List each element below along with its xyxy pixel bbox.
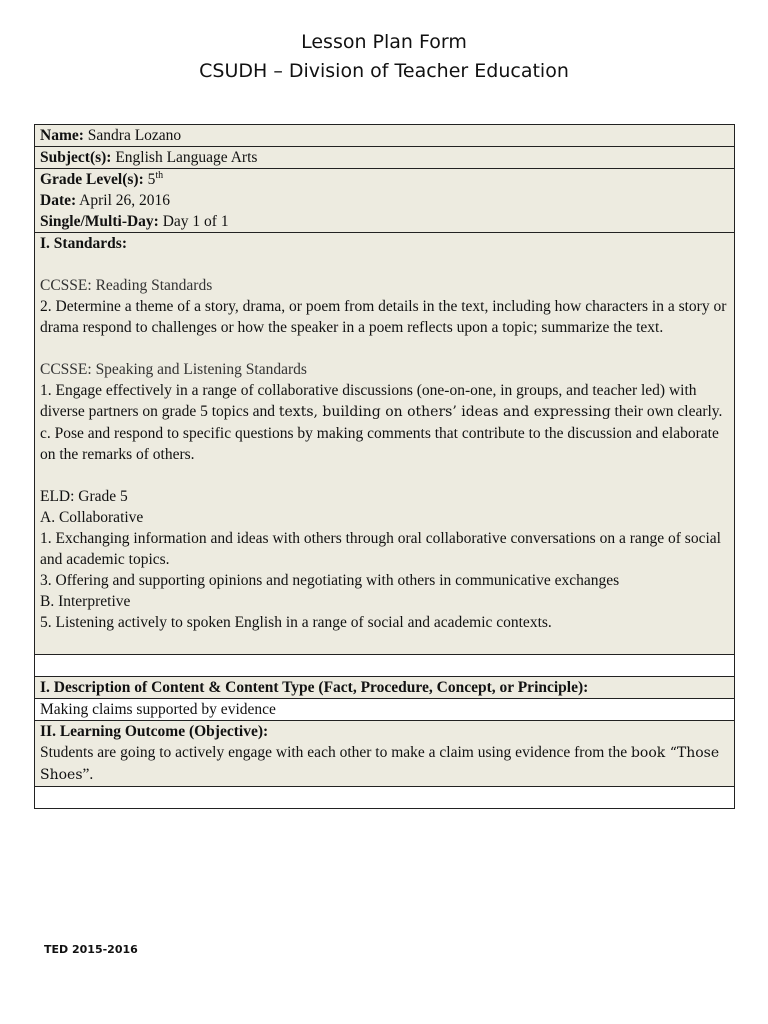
form-title: Lesson Plan Form [301, 31, 467, 53]
eld-interpretive: B. Interpretive [40, 593, 131, 610]
eld-standard-5: 5. Listening actively to spoken English in a range of social and academic contexts. [40, 614, 552, 631]
reading-standards-heading: CCSSE: Reading Standards [40, 277, 213, 294]
subject-value: English Language Arts [111, 149, 258, 166]
date-value: April 26, 2016 [76, 192, 171, 209]
lesson-plan-table [34, 124, 735, 809]
grade-suffix: th [155, 169, 164, 181]
date-line [40, 190, 729, 211]
name-row [35, 125, 734, 146]
outcome-heading: II. Learning Outcome (Objective): [40, 723, 269, 740]
blank-row [35, 654, 734, 676]
eld-standard-1: 1. Exchanging information and ideas with others through oral collaborative conversations on a range of social and academic topics. [40, 530, 721, 568]
content-value: Making claims supported by evidence [40, 701, 276, 718]
name-label: Name: [40, 127, 84, 144]
grade-date-day-cell [35, 168, 734, 232]
subject-row [35, 146, 734, 168]
eld-standard-3: 3. Offering and supporting opinions and negotiating with others in communicative exchanges [40, 572, 620, 589]
eld-collaborative: A. Collaborative [40, 509, 144, 526]
grade-value: 5 [143, 171, 156, 188]
standards-cell [35, 232, 734, 654]
reading-standard-2: 2. Determine a theme of a story, drama, or poem from details in the text, including how characters in a story or drama respond to challenges or how the speaker in a poem reflects upon a topic; summarize the text. [40, 298, 727, 336]
footer-text: TED 2015-2016 [44, 943, 138, 956]
blank-row-bottom [35, 786, 734, 808]
name-value: Sandra Lozano [83, 127, 182, 144]
subject-label: Subject(s): [40, 149, 112, 166]
content-heading: I. Description of Content & Content Type (Fact, Procedure, Concept, or Principle): [40, 679, 589, 696]
speaking-standard-c: c. Pose and respond to specific questions by making comments that contribute to the discussion and elaborate on the remarks of others. [40, 425, 719, 463]
standards-heading: I. Standards: [40, 235, 127, 252]
day-line [40, 211, 729, 232]
eld-heading: ELD: Grade 5 [40, 488, 128, 505]
form-subtitle: CSUDH – Division of Teacher Education [199, 60, 569, 82]
outcome-text: Students are going to actively engage with each other to make a claim using evidence from the book “Those Shoes”. [40, 744, 720, 783]
grade-line [40, 169, 729, 190]
day-value: Day 1 of 1 [158, 213, 229, 230]
outcome-cell [35, 720, 734, 786]
content-heading-row [35, 676, 734, 698]
speaking-standards-heading: CCSSE: Speaking and Listening Standards [40, 361, 307, 378]
grade-label: Grade Level(s): [40, 171, 144, 188]
day-label: Single/Multi-Day: [40, 213, 159, 230]
content-value-row [35, 698, 734, 720]
date-label: Date: [40, 192, 77, 209]
speaking-standard-1: 1. Engage effectively in a range of collaborative discussions (one-on-one, in groups, and teacher led) with diverse partners on grade 5 topics and texts, building on others’ ideas and expressing their own clearly. [40, 382, 723, 420]
